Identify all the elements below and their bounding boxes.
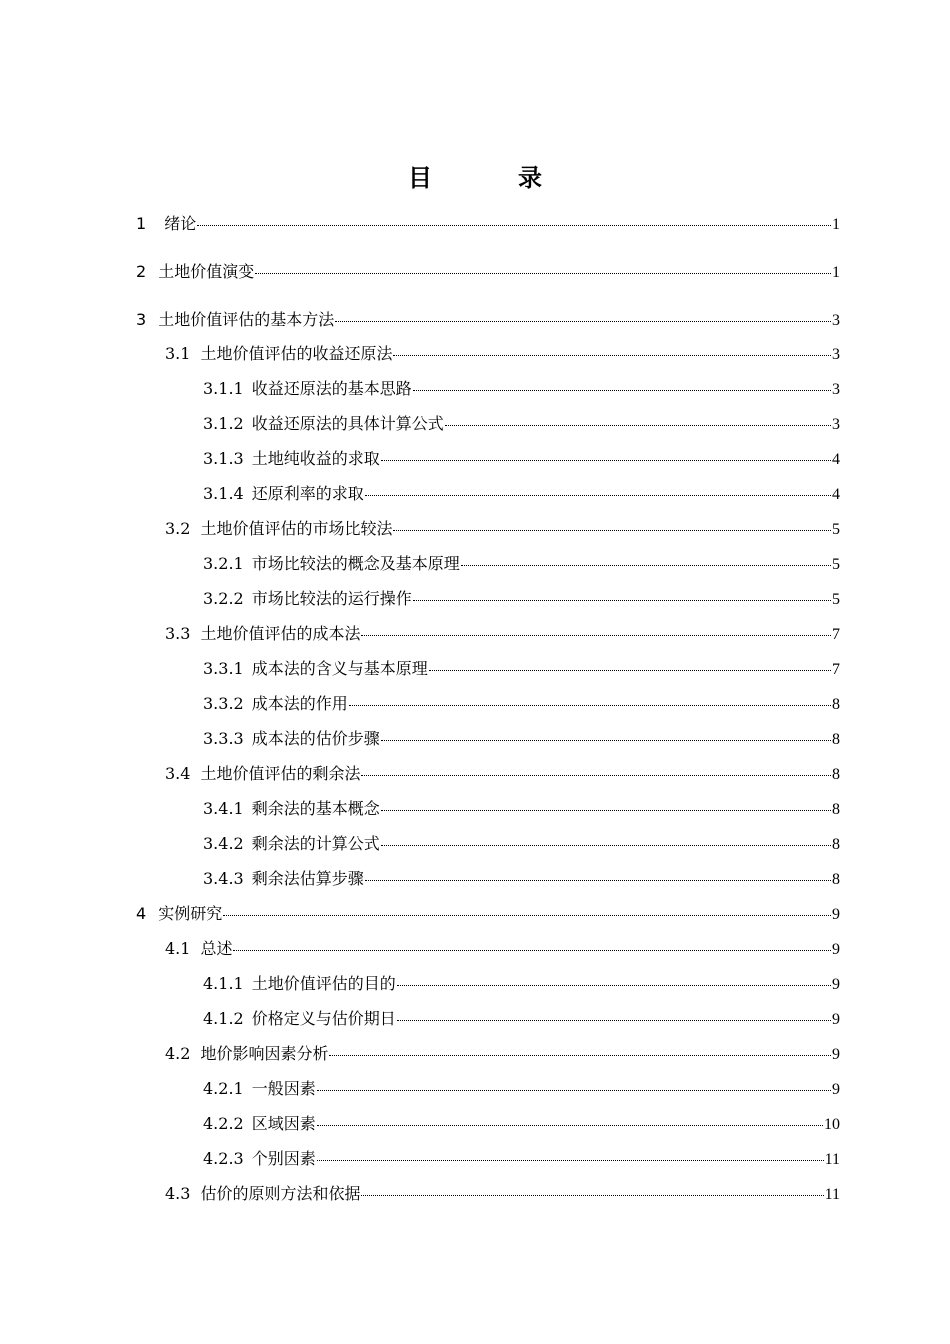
toc-entry-title: 价格定义与估价期日 <box>251 1009 396 1028</box>
toc-entry-page: 9 <box>832 1081 840 1098</box>
toc-entry-page: 7 <box>832 661 840 678</box>
toc-entry[interactable] <box>136 262 840 283</box>
toc-entry[interactable] <box>203 554 840 575</box>
toc-entry-title: 一般因素 <box>251 1079 316 1098</box>
toc-leader-dots <box>413 378 831 391</box>
toc-entry[interactable] <box>203 799 840 820</box>
toc-entry-title: 土地纯收益的求取 <box>251 449 380 468</box>
toc-leader-dots <box>397 1008 831 1021</box>
toc-entry-number: 3.1.1 <box>203 379 244 398</box>
toc-leader-dots <box>233 938 831 951</box>
toc-entry-number: 3.4.2 <box>203 834 244 853</box>
toc-entry-title: 剩余法的计算公式 <box>251 834 380 853</box>
toc-leader-dots <box>381 448 831 461</box>
toc-leader-dots <box>361 1183 823 1196</box>
toc-leader-dots <box>461 553 831 566</box>
toc-entry-page: 9 <box>832 1011 840 1028</box>
toc-leader-dots <box>317 1113 823 1126</box>
toc-leader-dots <box>381 728 831 741</box>
toc-entry-page: 4 <box>832 486 840 503</box>
toc-entry-number: 3.3.2 <box>203 694 244 713</box>
toc-leader-dots <box>335 309 831 322</box>
toc-entry-title: 土地价值评估的市场比较法 <box>200 519 393 538</box>
toc-leader-dots <box>381 798 831 811</box>
toc-entry[interactable] <box>136 310 840 331</box>
toc-leader-dots <box>255 261 831 274</box>
toc-entry-number: 3.1 <box>165 344 191 363</box>
toc-entry-title: 成本法的含义与基本原理 <box>251 659 428 678</box>
toc-leader-dots <box>397 973 831 986</box>
toc-entry-title: 还原利率的求取 <box>251 484 364 503</box>
toc-entry-page: 1 <box>832 264 840 281</box>
toc-leader-dots <box>197 213 831 226</box>
toc-entry-number: 4 <box>136 904 147 923</box>
toc-entry[interactable] <box>203 484 840 505</box>
toc-entry-title: 收益还原法的基本思路 <box>251 379 412 398</box>
toc-entry-page: 9 <box>832 976 840 993</box>
toc-leader-dots <box>361 763 831 776</box>
toc-leader-dots <box>317 1148 824 1161</box>
toc-entry-number: 3.2.1 <box>203 554 244 573</box>
toc-entry-title: 市场比较法的运行操作 <box>251 589 412 608</box>
toc-entry[interactable] <box>203 834 840 855</box>
toc-entry[interactable] <box>203 414 840 435</box>
toc-entry[interactable] <box>203 729 840 750</box>
toc-entry-title: 收益还原法的具体计算公式 <box>251 414 444 433</box>
toc-entry[interactable] <box>203 1079 840 1100</box>
toc-entry-number: 2 <box>136 262 147 281</box>
toc-entry[interactable] <box>136 904 840 925</box>
toc-leader-dots <box>393 343 831 356</box>
toc-leader-dots <box>413 588 831 601</box>
toc-entry[interactable] <box>165 624 840 645</box>
toc-entry-title: 土地价值评估的剩余法 <box>200 764 361 783</box>
toc-entry-page: 11 <box>824 1151 840 1168</box>
toc-entry-title: 土地价值评估的成本法 <box>200 624 361 643</box>
toc-entry[interactable] <box>203 869 840 890</box>
toc-entry-page: 8 <box>832 801 840 818</box>
toc-entry[interactable] <box>136 214 840 235</box>
toc-entry-number: 1 <box>136 214 147 233</box>
title-char-1: 目 <box>408 164 432 192</box>
toc-entry[interactable] <box>203 449 840 470</box>
toc-entry-number: 3.1.4 <box>203 484 244 503</box>
toc-entry-title: 市场比较法的概念及基本原理 <box>251 554 460 573</box>
toc-entry-number: 3.4.1 <box>203 799 244 818</box>
toc-entry-title: 土地价值评估的收益还原法 <box>200 344 393 363</box>
toc-entry-number: 3.3 <box>165 624 191 643</box>
title-char-2: 录 <box>518 164 542 192</box>
toc-entry[interactable] <box>203 1149 840 1170</box>
toc-entry-page: 9 <box>832 1046 840 1063</box>
toc-entry[interactable] <box>165 1184 840 1205</box>
toc-entry[interactable] <box>203 589 840 610</box>
toc-entry[interactable] <box>165 344 840 365</box>
toc-entry-page: 8 <box>832 766 840 783</box>
toc-entry-page: 5 <box>832 591 840 608</box>
toc-entry-page: 8 <box>832 836 840 853</box>
toc-leader-dots <box>445 413 831 426</box>
toc-entry-number: 3.2 <box>165 519 191 538</box>
toc-leader-dots <box>329 1043 831 1056</box>
toc-leader-dots <box>429 658 831 671</box>
toc-entry-title: 成本法的作用 <box>251 694 348 713</box>
toc-entry-title: 剩余法的基本概念 <box>251 799 380 818</box>
toc-entry-number: 4.1.2 <box>203 1009 244 1028</box>
toc-entry-page: 3 <box>832 381 840 398</box>
toc-entry-number: 3.3.1 <box>203 659 244 678</box>
toc-entry-number: 4.2.2 <box>203 1114 244 1133</box>
toc-entry-title: 成本法的估价步骤 <box>251 729 380 748</box>
toc-entry-page: 4 <box>832 451 840 468</box>
toc-entry-title: 个别因素 <box>251 1149 316 1168</box>
toc-leader-dots <box>361 623 831 636</box>
toc-leader-dots <box>365 483 831 496</box>
toc-entry-number: 3.4.3 <box>203 869 244 888</box>
toc-entry-title: 绪论 <box>164 214 197 233</box>
toc-entry-title: 实例研究 <box>158 904 223 923</box>
toc-entry[interactable] <box>165 1044 840 1065</box>
toc-entry[interactable] <box>165 764 840 785</box>
toc-entry-page: 3 <box>832 312 840 329</box>
toc-entry-page: 8 <box>832 696 840 713</box>
toc-entry-page: 3 <box>832 346 840 363</box>
toc-entry-page: 7 <box>832 626 840 643</box>
toc-entry-page: 9 <box>832 941 840 958</box>
toc-entry-title: 土地价值评估的基本方法 <box>158 310 335 329</box>
toc-entry-number: 4.2.1 <box>203 1079 244 1098</box>
toc-entry-title: 土地价值评估的目的 <box>251 974 396 993</box>
toc-entry-number: 4.2.3 <box>203 1149 244 1168</box>
toc-entry-page: 3 <box>832 416 840 433</box>
toc-entry[interactable] <box>203 1009 840 1030</box>
toc-entry-title: 地价影响因素分析 <box>200 1044 329 1063</box>
toc-entry-number: 4.1 <box>165 939 191 958</box>
toc-entry-number: 3.1.3 <box>203 449 244 468</box>
toc-entry-number: 4.1.1 <box>203 974 244 993</box>
toc-entry[interactable] <box>203 379 840 400</box>
page-title <box>0 158 950 193</box>
toc-entry[interactable] <box>203 694 840 715</box>
toc-leader-dots <box>317 1078 831 1091</box>
toc-entry-page: 5 <box>832 556 840 573</box>
toc-entry-page: 10 <box>824 1116 840 1133</box>
toc-entry[interactable] <box>203 1114 840 1135</box>
toc-leader-dots <box>393 518 831 531</box>
toc-leader-dots <box>365 868 831 881</box>
toc-entry-title: 估价的原则方法和依据 <box>200 1184 361 1203</box>
toc-entry-page: 8 <box>832 731 840 748</box>
toc-entry-number: 3.2.2 <box>203 589 244 608</box>
toc-entry-page: 5 <box>832 521 840 538</box>
toc-entry-title: 总述 <box>200 939 233 958</box>
toc-entry[interactable] <box>165 519 840 540</box>
toc-entry-page: 1 <box>832 216 840 233</box>
toc-entry-title: 剩余法估算步骤 <box>251 869 364 888</box>
toc-entry-page: 9 <box>832 906 840 923</box>
toc-entry-page: 11 <box>824 1186 840 1203</box>
toc-entry[interactable] <box>165 939 840 960</box>
toc-entry-number: 4.2 <box>165 1044 191 1063</box>
toc-leader-dots <box>381 833 831 846</box>
toc-entry-number: 3.4 <box>165 764 191 783</box>
toc-entry-title: 区域因素 <box>251 1114 316 1133</box>
toc-entry-page: 8 <box>832 871 840 888</box>
toc-leader-dots <box>223 903 831 916</box>
toc-entry-number: 4.3 <box>165 1184 191 1203</box>
toc-entry-number: 3.3.3 <box>203 729 244 748</box>
toc-entry[interactable] <box>203 659 840 680</box>
toc-entry-number: 3 <box>136 310 147 329</box>
toc-leader-dots <box>349 693 831 706</box>
toc-entry[interactable] <box>203 974 840 995</box>
toc-entry-title: 土地价值演变 <box>158 262 255 281</box>
toc-entry-number: 3.1.2 <box>203 414 244 433</box>
